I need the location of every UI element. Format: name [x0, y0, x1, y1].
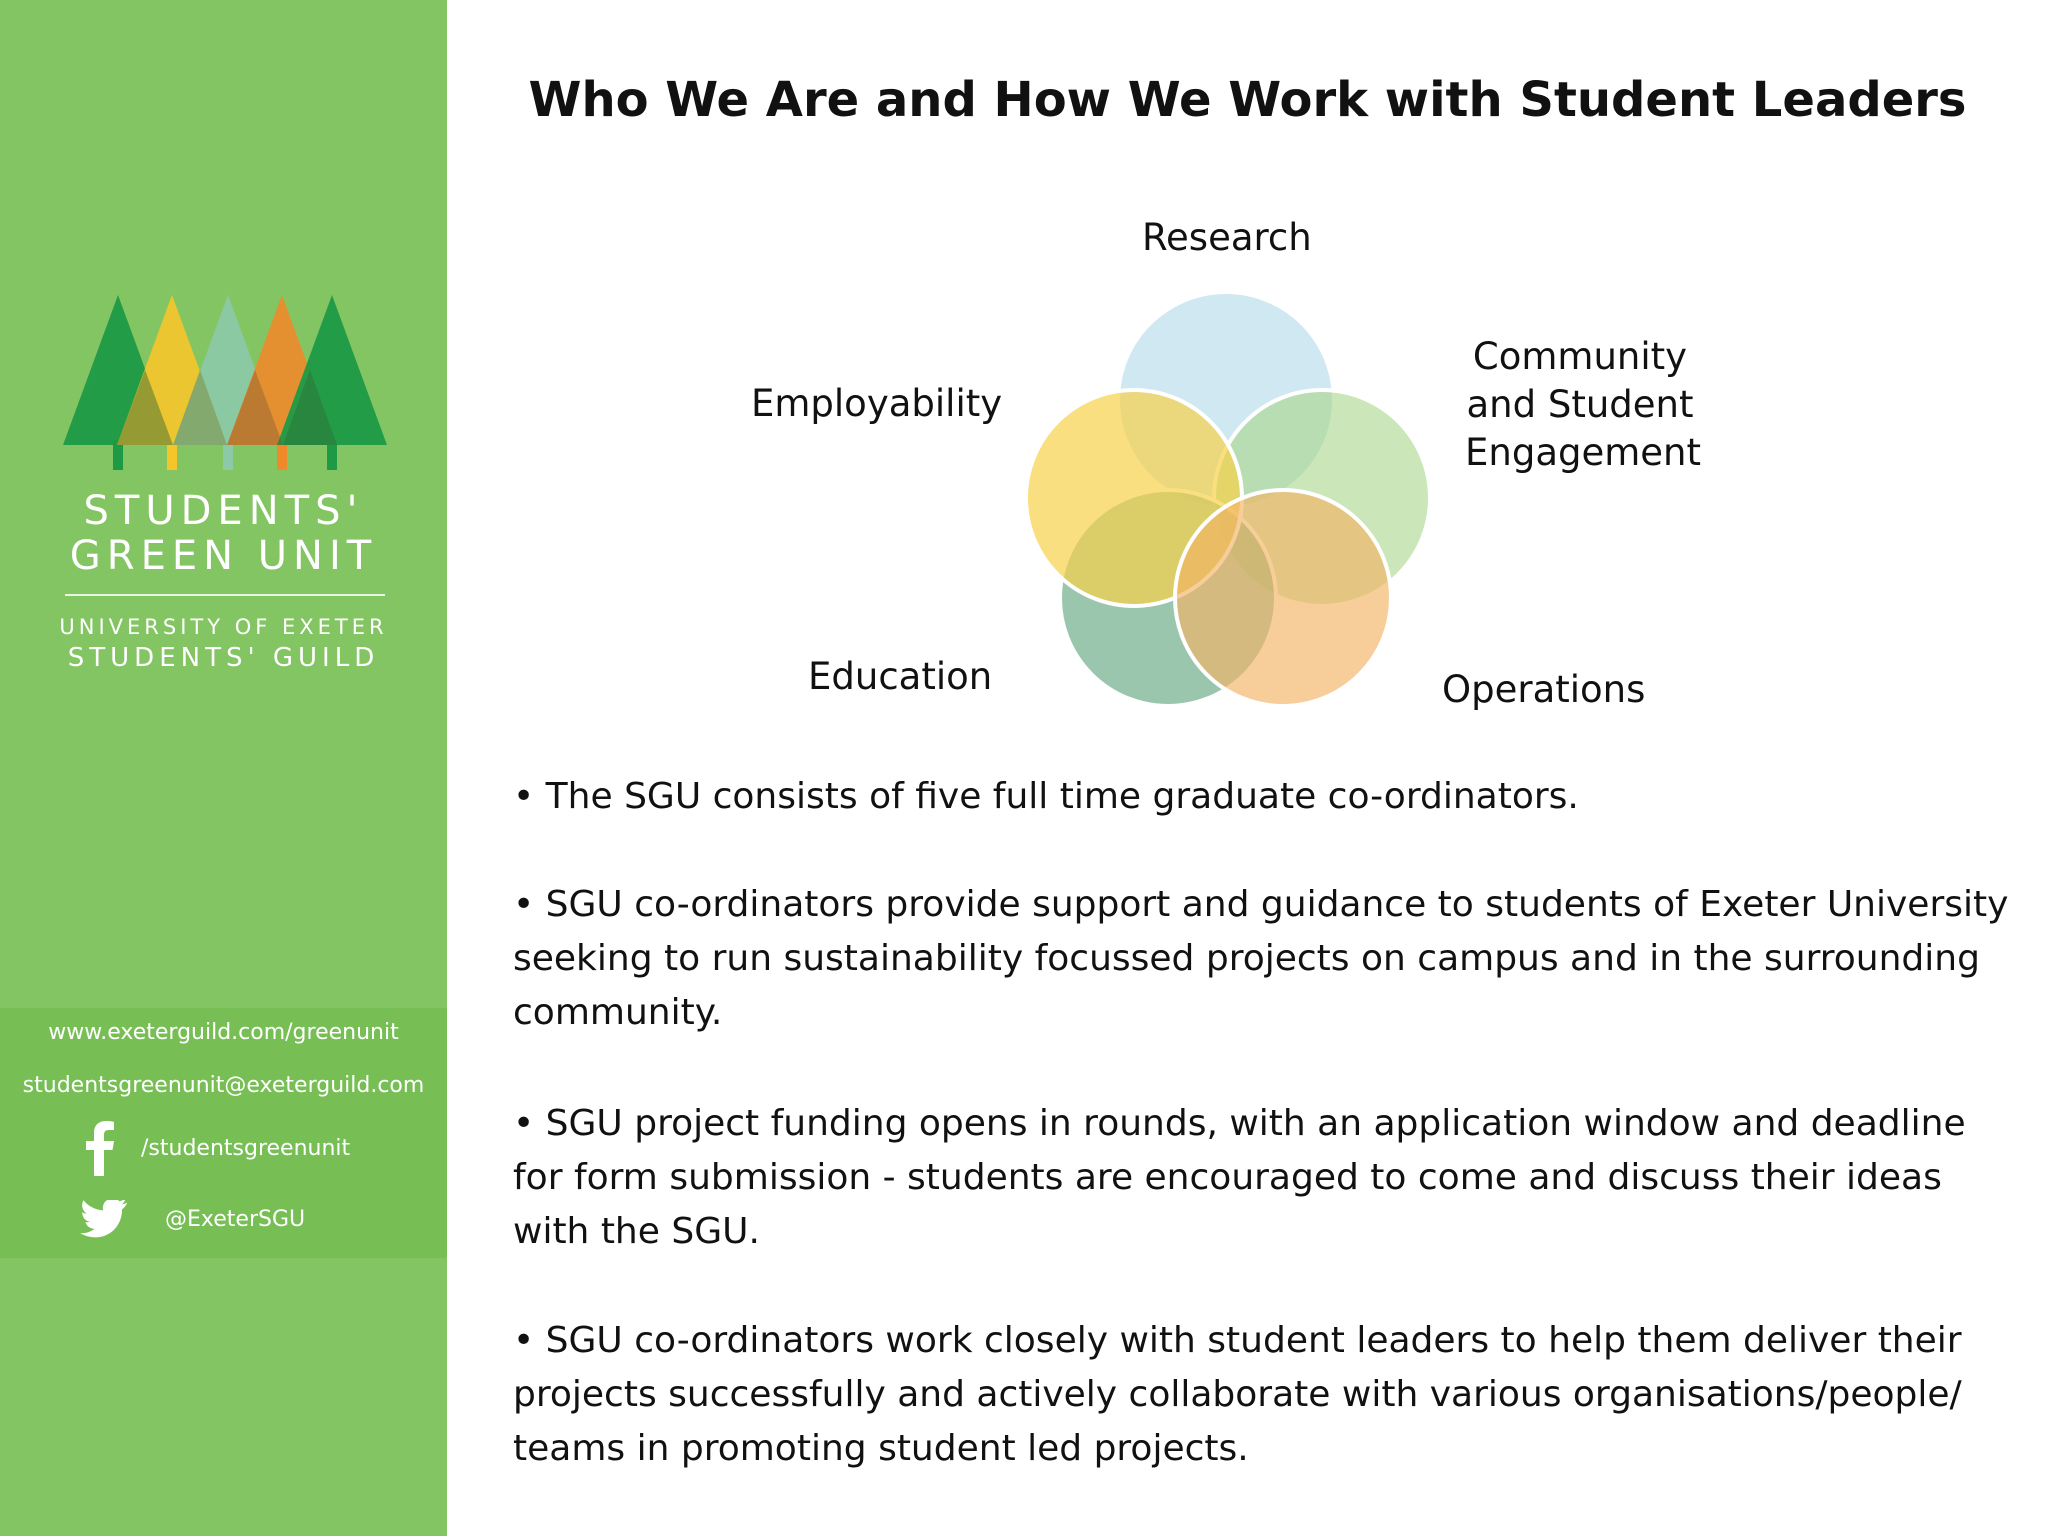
- trees-logo-icon: [55, 290, 395, 480]
- slide-title: Who We Are and How We Work with Student Leaders: [528, 72, 1967, 128]
- org-name-line1: STUDENTS': [83, 488, 364, 534]
- employability-label: Employability: [751, 382, 1003, 425]
- twitter-icon[interactable]: [80, 1200, 128, 1240]
- operations-circle: [1175, 490, 1391, 706]
- five-circle-venn-diagram: [990, 290, 1450, 740]
- community-label: Community and Student Engagement: [1465, 335, 1702, 474]
- org-sub-line2: STUDENTS' GUILD: [67, 643, 380, 673]
- org-name-line2: GREEN UNIT: [69, 533, 378, 579]
- bullet-point: • The SGU consists of five full time graduate co-ordinators.: [513, 776, 1579, 817]
- bullet-point: • SGU co-ordinators work closely with student leaders to help them deliver their projects successfully and actively collaborate with various organisations/people/ teams in promoting student led projects.: [513, 1320, 1962, 1469]
- website-link[interactable]: www.exeterguild.com/greenunit: [48, 1020, 399, 1045]
- operations-label: Operations: [1442, 668, 1646, 711]
- facebook-icon[interactable]: [80, 1120, 120, 1176]
- bullet-point: • SGU co-ordinators provide support and guidance to students of Exeter University seeking to run sustainability focussed projects on campus and in the surrounding community.: [513, 884, 2009, 1033]
- facebook-handle[interactable]: /studentsgreenunit: [141, 1136, 351, 1161]
- education-label: Education: [808, 655, 993, 698]
- org-sub-line1: UNIVERSITY OF EXETER: [59, 615, 388, 639]
- twitter-handle[interactable]: @ExeterSGU: [165, 1207, 306, 1232]
- bullet-point: • SGU project funding opens in rounds, with an application window and deadline for form submission - students are encouraged to come and discuss their ideas with the SGU.: [513, 1103, 1966, 1252]
- email-link[interactable]: studentsgreenunit@exeterguild.com: [22, 1073, 425, 1098]
- org-divider: [65, 594, 385, 596]
- research-label: Research: [1142, 216, 1312, 259]
- sidebar: [0, 0, 447, 1536]
